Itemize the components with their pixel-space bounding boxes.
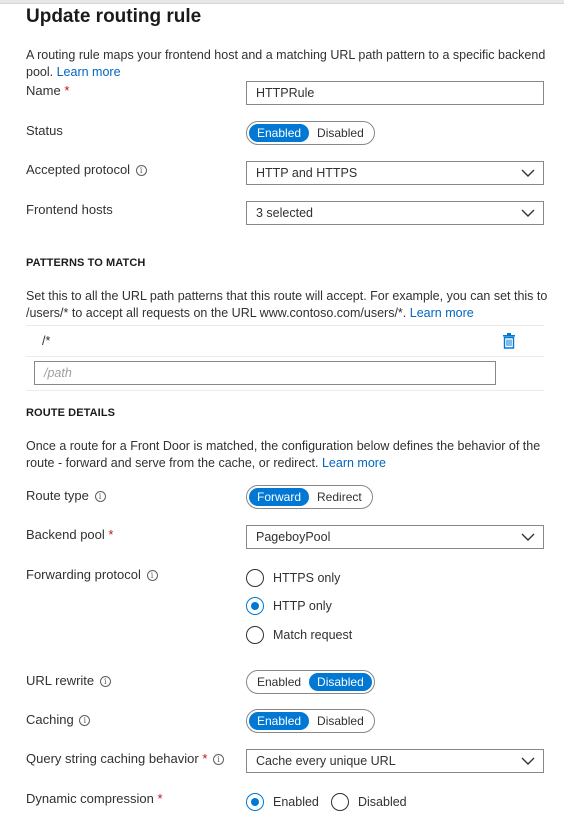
patterns-heading: PATTERNS TO MATCH: [26, 257, 146, 269]
patterns-learn-more-link[interactable]: Learn more: [409, 306, 474, 320]
url-rewrite-enabled-option[interactable]: Enabled: [257, 675, 302, 689]
backend-pool-label: [26, 527, 113, 542]
name-input[interactable]: HTTPRule: [246, 81, 544, 105]
frontend-hosts-dropdown[interactable]: [246, 201, 544, 225]
radio-label: HTTPS only: [273, 571, 341, 585]
divider: [26, 356, 544, 357]
status-enabled-option[interactable]: Enabled: [249, 124, 309, 142]
radio-http-only[interactable]: [246, 597, 332, 615]
radio-compression-disabled[interactable]: [331, 793, 407, 811]
info-icon[interactable]: i: [79, 715, 90, 726]
chevron-down-icon: [521, 167, 535, 179]
name-label-text: Name: [26, 83, 61, 98]
intro-learn-more-link[interactable]: Learn more: [56, 65, 121, 79]
caching-label-text: Caching: [26, 712, 74, 727]
radio-button[interactable]: [246, 569, 264, 587]
radio-label: Match request: [273, 628, 353, 642]
forwarding-protocol-label-text: Forwarding protocol: [26, 567, 141, 582]
intro-description: A routing rule maps your frontend host and a matching URL path pattern to a specific backend pool.: [26, 48, 546, 79]
chevron-down-icon: [521, 207, 535, 219]
radio-button[interactable]: [331, 793, 349, 811]
caching-toggle[interactable]: [246, 709, 375, 733]
radio-label: HTTP only: [273, 599, 332, 613]
pattern-item: /*: [42, 334, 51, 348]
info-icon[interactable]: i: [95, 491, 106, 502]
divider: [26, 325, 544, 326]
top-border: [0, 0, 564, 4]
accepted-protocol-label-text: Accepted protocol: [26, 162, 131, 177]
route-type-label: [26, 488, 106, 503]
radio-match-request[interactable]: [246, 626, 352, 644]
info-icon[interactable]: i: [136, 165, 147, 176]
url-rewrite-disabled-option[interactable]: Disabled: [309, 673, 372, 691]
path-input[interactable]: /path: [34, 361, 496, 385]
trash-icon[interactable]: [502, 333, 516, 349]
frontend-hosts-label: Frontend hosts: [26, 202, 113, 217]
frontend-hosts-value: 3 selected: [256, 206, 313, 220]
backend-pool-dropdown[interactable]: [246, 525, 544, 549]
intro-text: [26, 47, 546, 81]
backend-pool-label-text: Backend pool: [26, 527, 105, 542]
status-toggle[interactable]: [246, 121, 375, 145]
route-details-heading: ROUTE DETAILS: [26, 407, 116, 419]
caching-disabled-option[interactable]: Disabled: [317, 714, 364, 728]
caching-label: [26, 712, 90, 727]
route-type-redirect-option[interactable]: Redirect: [317, 490, 362, 504]
dynamic-compression-label: [26, 791, 163, 806]
accepted-protocol-value: HTTP and HTTPS: [256, 166, 358, 180]
route-details-learn-more-link[interactable]: Learn more: [321, 456, 386, 470]
route-details-description: [26, 438, 548, 472]
page-title: Update routing rule: [26, 6, 202, 27]
required-mark: *: [157, 791, 163, 806]
status-disabled-option[interactable]: Disabled: [317, 126, 364, 140]
radio-compression-enabled[interactable]: [246, 793, 319, 811]
backend-pool-value: PageboyPool: [256, 530, 331, 544]
accepted-protocol-label: [26, 162, 147, 177]
required-mark: *: [64, 83, 70, 98]
chevron-down-icon: [521, 755, 535, 767]
route-type-label-text: Route type: [26, 488, 89, 503]
radio-label: Enabled: [273, 795, 319, 809]
route-details-description-text: Once a route for a Front Door is matched, the configuration below defines the behavior of the route - forward and serve from the cache, or redirect.: [26, 439, 541, 470]
chevron-down-icon: [521, 531, 535, 543]
url-rewrite-label-text: URL rewrite: [26, 673, 95, 688]
patterns-description: [26, 288, 548, 322]
radio-button[interactable]: [246, 626, 264, 644]
info-icon[interactable]: i: [213, 754, 224, 765]
radio-button-selected[interactable]: [246, 793, 264, 811]
query-string-label-text: Query string caching behavior: [26, 751, 199, 766]
required-mark: *: [202, 751, 208, 766]
url-rewrite-toggle[interactable]: [246, 670, 375, 694]
url-rewrite-label: [26, 673, 111, 688]
name-label: [26, 83, 69, 98]
info-icon[interactable]: i: [100, 676, 111, 687]
required-mark: *: [108, 527, 114, 542]
radio-label: Disabled: [358, 795, 407, 809]
radio-https-only[interactable]: [246, 569, 340, 587]
dynamic-compression-label-text: Dynamic compression: [26, 791, 154, 806]
patterns-description-text: Set this to all the URL path patterns that this route will accept. For example, you can set this to /users/* to accept all requests on the URL www.contoso.com/users/*.: [26, 289, 548, 320]
status-label: Status: [26, 123, 63, 138]
divider: [26, 390, 544, 391]
query-string-dropdown[interactable]: [246, 749, 544, 773]
forwarding-protocol-label: [26, 567, 158, 582]
route-type-toggle[interactable]: [246, 485, 373, 509]
info-icon[interactable]: i: [147, 570, 158, 581]
caching-enabled-option[interactable]: Enabled: [249, 712, 309, 730]
accepted-protocol-dropdown[interactable]: [246, 161, 544, 185]
route-type-forward-option[interactable]: Forward: [249, 488, 309, 506]
query-string-value: Cache every unique URL: [256, 754, 396, 768]
query-string-label: [26, 751, 224, 766]
radio-button-selected[interactable]: [246, 597, 264, 615]
